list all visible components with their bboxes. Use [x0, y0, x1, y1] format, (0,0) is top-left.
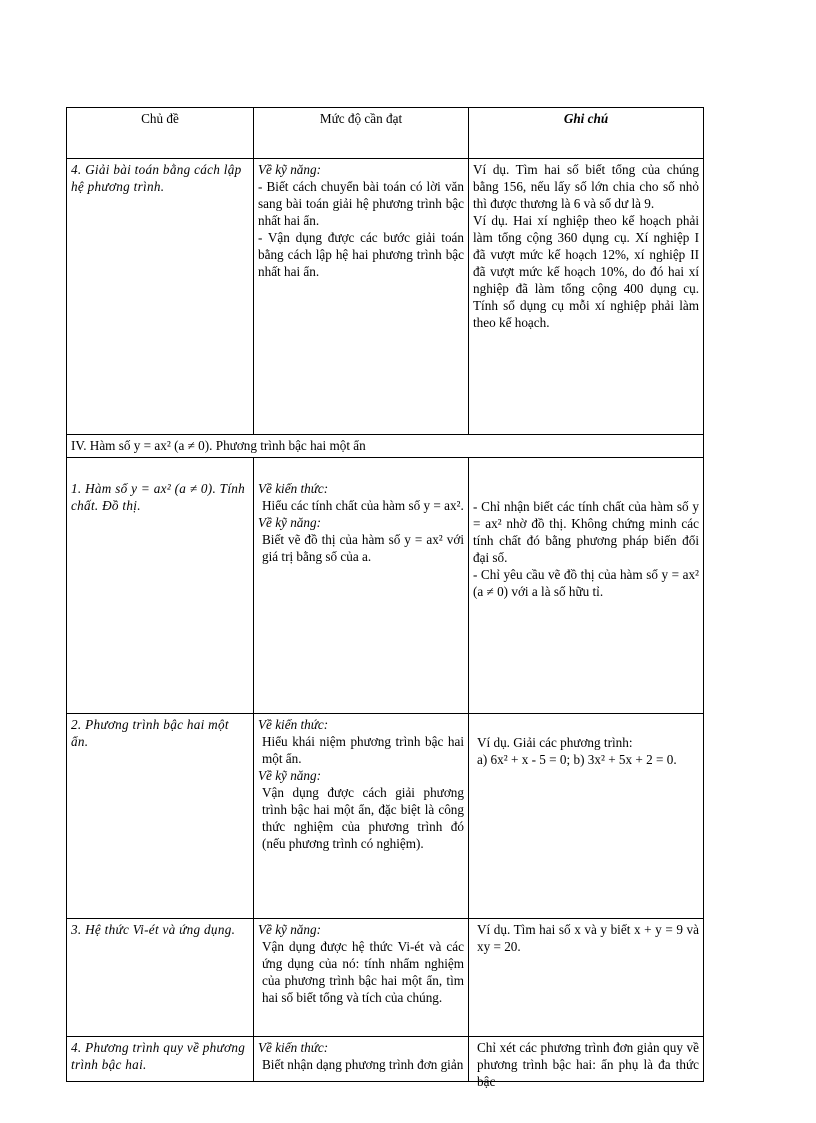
section-title: IV. Hàm số y = ax² (a ≠ 0). Phương trình bậc hai một ẩn — [67, 435, 704, 458]
topic-cell — [67, 919, 254, 1037]
table-row — [67, 919, 704, 1037]
topic-cell — [67, 1037, 254, 1082]
note-text: Ví dụ. Hai xí nghiệp theo kế hoạch phải làm tổng cộng 360 dụng cụ. Xí nghiệp I đã vượt mức kế hoạch 12%, xí nghiệp II đã vượt mức kế hoạch 10%, do đó hai xí nghiệp đã làm tổng cộng 400 dụng cụ. Tính số dụng cụ mỗi xí nghiệp phải làm theo kế hoạch. — [473, 213, 699, 330]
knowledge-text: Hiểu các tính chất của hàm số y = ax². — [262, 498, 464, 513]
note-cell — [469, 458, 704, 714]
level-cell — [254, 1037, 469, 1082]
header-note: Ghi chú — [469, 108, 704, 159]
skill-label: Về kỹ năng: — [258, 162, 321, 177]
skill-label: Về kỹ năng: — [258, 515, 321, 530]
table-row — [67, 1037, 704, 1082]
knowledge-label: Về kiến thức: — [258, 481, 329, 496]
header-topic: Chủ đề — [67, 108, 254, 159]
note-text: Ví dụ. Giải các phương trình: — [477, 735, 633, 750]
knowledge-text: Biết nhận dạng phương trình đơn giản — [262, 1057, 464, 1072]
knowledge-label: Về kiến thức: — [258, 1040, 329, 1055]
topic-text: 3. Hệ thức Vi-ét và ứng dụng. — [71, 922, 236, 937]
note-text: a) 6x² + x - 5 = 0; b) 3x² + 5x + 2 = 0. — [477, 752, 677, 767]
table-row — [67, 159, 704, 435]
skill-text: Vận dụng được hệ thức Vi-ét và các ứng dụng của nó: tính nhẩm nghiệm của phương trình bậc hai một ẩn, tìm hai số biết tổng và tích của chúng. — [262, 939, 464, 1005]
note-text: Ví dụ. Tìm hai số biết tổng của chúng bằng 156, nếu lấy số lớn chia cho số nhỏ thì được thương là 6 và số dư là 9. — [473, 162, 699, 211]
skill-label: Về kỹ năng: — [258, 922, 321, 937]
header-level: Mức độ cần đạt — [254, 108, 469, 159]
skill-text: Vận dụng được cách giải phương trình bậc hai một ẩn, đặc biệt là công thức nghiệm của phương trình đó (nếu phương trình có nghiệm). — [262, 785, 464, 851]
topic-cell — [67, 458, 254, 714]
note-cell — [469, 919, 704, 1037]
topic-cell — [67, 159, 254, 435]
note-cell — [469, 159, 704, 435]
topic-text: 4. Giải bài toán bằng cách lập hệ phương trình. — [71, 162, 242, 194]
note-text: - Chỉ yêu cầu vẽ đồ thị của hàm số y = ax² (a ≠ 0) với a là số hữu tỉ. — [473, 567, 699, 599]
level-cell — [254, 159, 469, 435]
topic-text: 1. Hàm số y = ax² (a ≠ 0). Tính chất. Đồ thị. — [71, 481, 246, 513]
topic-text: 2. Phương trình bậc hai một ẩn. — [71, 717, 229, 749]
table-row — [67, 714, 704, 919]
level-cell — [254, 714, 469, 919]
note-cell — [469, 1037, 704, 1089]
level-cell — [254, 458, 469, 714]
note-text: Ví dụ. Tìm hai số x và y biết x + y = 9 và xy = 20. — [477, 922, 699, 954]
topic-text: 4. Phương trình quy về phương trình bậc hai. — [71, 1040, 246, 1072]
curriculum-table — [66, 107, 704, 1089]
skill-text: Biết vẽ đồ thị của hàm số y = ax² với giá trị bằng số của a. — [262, 532, 464, 564]
table-header-row — [67, 108, 704, 159]
skill-text: - Vận dụng được các bước giải toán bằng cách lập hệ hai phương trình bậc nhất hai ẩn. — [258, 230, 464, 279]
table-row — [67, 458, 704, 714]
note-cell — [469, 714, 704, 919]
note-text: - Chỉ nhận biết các tính chất của hàm số y = ax² nhờ đồ thị. Không chứng minh các tính chất đó bằng phương pháp biến đổi đại số. — [473, 499, 699, 565]
note-text: Chỉ xét các phương trình đơn giản quy về phương trình bậc hai: ẩn phụ là đa thức bậc — [477, 1040, 699, 1089]
skill-text: - Biết cách chuyển bài toán có lời văn sang bài toán giải hệ phương trình bậc nhất hai ẩn. — [258, 179, 464, 228]
level-cell — [254, 919, 469, 1037]
section-row — [67, 435, 704, 458]
topic-cell — [67, 714, 254, 919]
skill-label: Về kỹ năng: — [258, 768, 321, 783]
knowledge-text: Hiểu khái niệm phương trình bậc hai một ẩn. — [262, 734, 464, 766]
knowledge-label: Về kiến thức: — [258, 717, 329, 732]
